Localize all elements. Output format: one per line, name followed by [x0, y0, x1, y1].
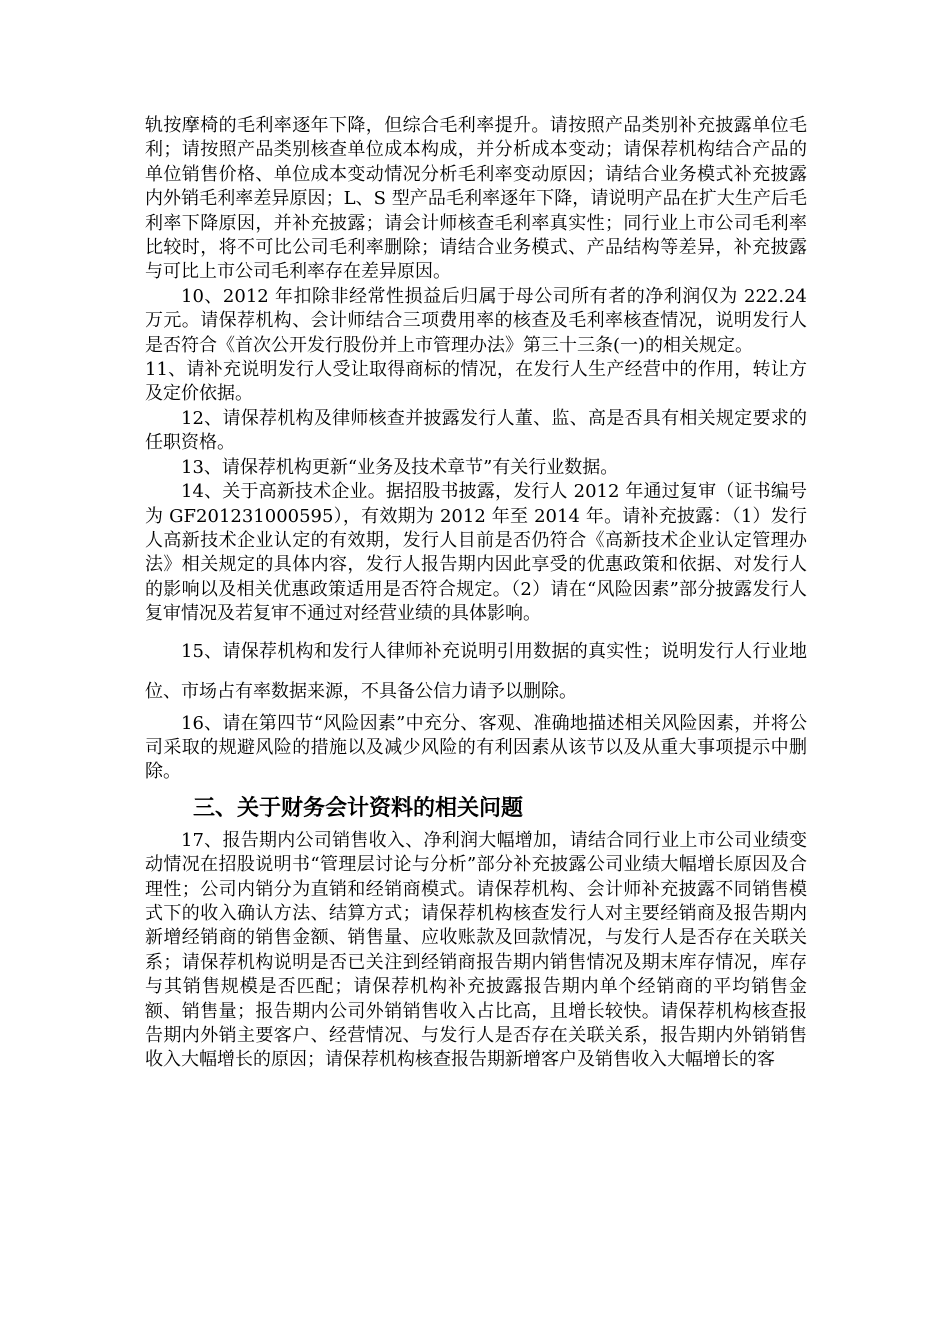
- paragraph-item-11: 11、请补充说明发行人受让取得商标的情况，在发行人生产经营中的作用，转让方及定价依据。: [145, 359, 807, 405]
- paragraph-item-15: 15、请保荐机构和发行人律师补充说明引用数据的真实性；说明发行人行业地位、市场占有率数据来源，不具备公信力请予以删除。: [145, 640, 807, 702]
- paragraph-item-10: 10、2012 年扣除非经常性损益后归属于母公司所有者的净利润仅为 222.24 万元。请保荐机构、会计师结合三项费用率的核查及毛利率核查情况，说明发行人是否符合《首次公开发行股份并上市管理办法》第三十三条(一)的相关规定。: [145, 285, 807, 356]
- paragraph-item-12: 12、请保荐机构及律师核查并披露发行人董、监、高是否具有相关规定要求的任职资格。: [145, 407, 807, 454]
- paragraph-continued: 轨按摩椅的毛利率逐年下降，但综合毛利率提升。请按照产品类别补充披露单位毛利；请按照产品类别核查单位成本构成，并分析成本变动；请保荐机构结合产品的单位销售价格、单位成本变动情况分析毛利率变动原因；请结合业务模式补充披露内外销毛利率差异原因；L、S 型产品毛利率逐年下降，请说明产品在扩大生产后毛利率下降原因，并补充披露；请会计师核查毛利率真实性；同行业上市公司毛利率比较时，将不可比公司毛利率删除；请结合业务模式、产品结构等差异，补充披露与可比上市公司毛利率存在差异原因。: [145, 115, 807, 283]
- section-heading: 三、关于财务会计资料的相关问题: [193, 795, 524, 821]
- paragraph-item-16: 16、请在第四节“风险因素”中充分、客观、准确地描述相关风险因素，并将公司采取的规避风险的措施以及减少风险的有利因素从该节以及从重大事项提示中删除。: [145, 712, 807, 783]
- document-page: [145, 114, 807, 1073]
- paragraph-item-13: 13、请保荐机构更新“业务及技术章节”有关行业数据。: [181, 456, 619, 478]
- paragraph-item-17: 17、报告期内公司销售收入、净利润大幅增加，请结合同行业上市公司业绩变动情况在招股说明书“管理层讨论与分析”部分补充披露公司业绩大幅增长原因及合理性；公司内销分为直销和经销商模式。请保荐机构、会计师补充披露不同销售模式下的收入确认方法、结算方式；请保荐机构核查发行人对主要经销商及报告期内新增经销商的销售金额、销售量、应收账款及回款情况，与发行人是否存在关联关系；请保荐机构说明是否已关注到经销商报告期内销售情况及期末库存情况，库存与其销售规模是否匹配；请保荐机构补充披露报告期内单个经销商的平均销售金额、销售量；报告期内公司外销销售收入占比高，且增长较快。请保荐机构核查报告期内外销主要客户、经营情况、与发行人是否存在关联关系，报告期内外销销售收入大幅增长的原因；请保荐机构核查报告期新增客户及销售收入大幅增长的客: [145, 829, 807, 1071]
- paragraph-item-14: 14、关于高新技术企业。据招股书披露，发行人 2012 年通过复审（证书编号为 GF201231000595），有效期为 2012 年至 2014 年。请补充披露：（1）发行人高新技术企业认定的有效期，发行人目前是否仍符合《高新技术企业认定管理办法》相关规定的具体内容，发行人报告期内因此享受的优惠政策和依据、对发行人的影响以及相关优惠政策适用是否符合规定。（2）请在“风险因素”部分披露发行人复审情况及若复审不通过对经营业绩的具体影响。: [145, 481, 807, 625]
